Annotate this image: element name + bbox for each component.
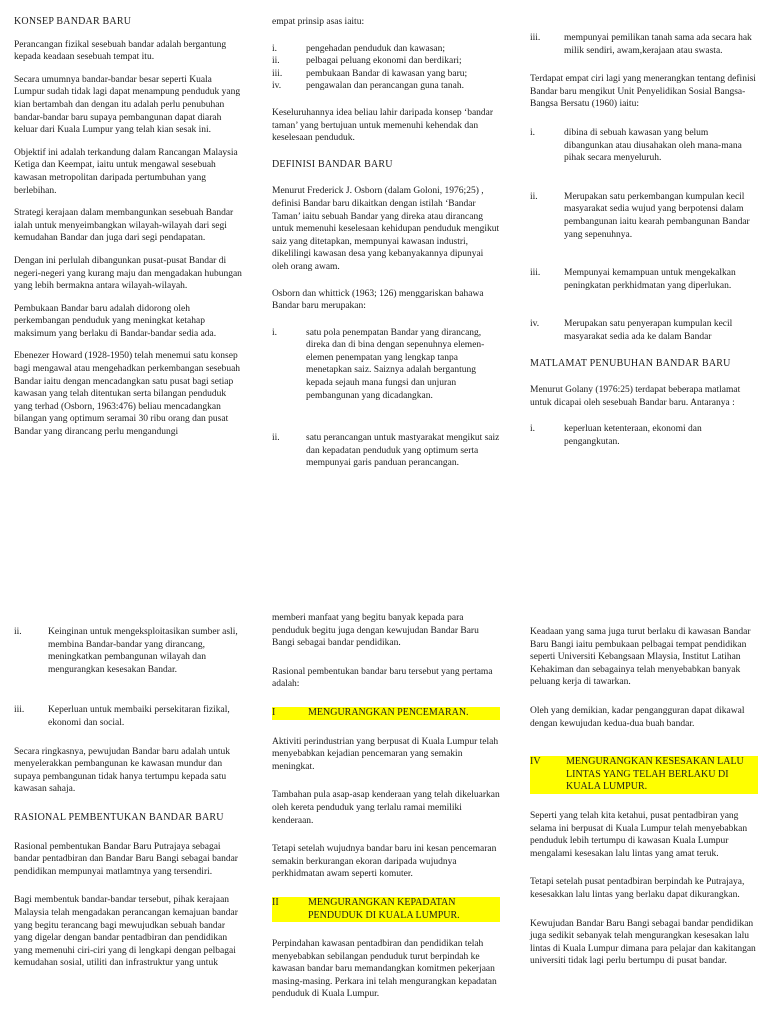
list-number: ii. [272, 433, 280, 444]
list-number: ii. [530, 191, 538, 202]
list-number: iii. [14, 705, 25, 716]
list-item [530, 32, 758, 57]
paragraph: empat prinsip asas iaitu: [272, 17, 365, 27]
column-top-left [14, 16, 242, 449]
list-number: IV [530, 756, 541, 768]
list-number: iv. [272, 81, 282, 92]
list-number: i. [530, 127, 536, 138]
list-text: pengehadan penduduk dan kawasan; [306, 43, 446, 54]
list-item [272, 55, 500, 68]
paragraph: Seperti yang telah kita ketahui, pusat pentadbiran yang selama ini berpusat di Kuala Lumpur telah menyebabkan penduduk lebih tertumpu di kawasan Kuala Lumpur mengalami kesesakan lalu lintas yang amat teruk. [530, 810, 748, 859]
paragraph: Perpindahan kawasan pentadbiran dan pendidikan telah menyebabkan sebilangan penduduk turut berpindah ke kawasan bandar baru memandangkan komitmen pekerjaan masing-masing. Perkara ini telah mengurangkan kepadatan penduduk di Kuala Lumpur. [272, 939, 497, 1000]
list-number: I [272, 706, 276, 718]
column-top-right [530, 32, 758, 458]
heading-konsep-bandar-baru: KONSEP BANDAR BARU [14, 16, 132, 27]
paragraph: memberi manfaat yang begitu banyak kepada para penduduk begitu juga dengan kewujudan Bandar Baru Bangi sebagai bandar pendidikan. [272, 613, 479, 649]
paragraph: Perancangan fizikal sesebuah bandar adalah bergantung kepada keadaan sesebuah tempat itu. [14, 39, 227, 63]
paragraph: Secara ringkasnya, pewujudan Bandar baru adalah untuk menyelerakkan pembangunan ke kawasan mundur dan supaya pembangunan tidak hanya tertumpu kepada satu kawasan sahaja. [14, 746, 231, 795]
paragraph: Ebenezer Howard (1928-1950) telah menemui satu konsep bagi mengawal atau mengehadkan perkembangan sesebuah Bandar iaitu dengan mencadangkan satu pusat bagi setiap kawasan yang telah ditentukan serta bilangan penduduk yang terhad (Osborn, 1963:476) beliau mencadangkan bilangan yang optimum seramai 30 ribu orang dan pusat Bandar yang dirancang perlu mengandungi [14, 351, 241, 438]
list-text: Keperluan untuk membaiki persekitaran fizikal, ekonomi dan social. [48, 705, 230, 728]
highlight-text: MENGURANGKAN KESESAKAN LALU LINTAS YANG TELAH BERLAKU DI KUALA LUMPUR. [566, 756, 744, 793]
list-item [530, 267, 758, 292]
list-text: mempunyai pemilikan tanah sama ada secara hak milik sendiri, awam,kerajaan atau swasta. [564, 33, 752, 56]
highlighted-heading-kesesakan [530, 756, 758, 794]
list-number: iv. [530, 319, 540, 330]
paragraph: Kewujudan Bandar Baru Bangi sebagai bandar pendidikan juga sedikit sebanyak telah mengurangkan kesesakan lalu lintas di Kuala Lumpur dimana para pelajar dan kakitangan universiti tidak lagi perlu bertumpu di pusat bandar. [530, 918, 756, 967]
paragraph: Oleh yang demikian, kadar pengangguran dapat dikawal dengan kewujudan kedua-dua buah bandar. [530, 705, 745, 729]
paragraph: Menurut Frederick J. Osborn (dalam Goloni, 1976;25) , definisi Bandar baru dikaitkan dengan istilah ‘Bandar Taman’ iaitu sebuah Bandar yang direka atau dirancang untuk memenuhi keselesaan kehidupan penduduk mengikut saiz yang ditetapkan, mempunyai kawasan industri, dikelilingi kawasan desa yang kebanyakannya dipunyai oleh orang awam. [272, 186, 500, 272]
list-number: II [272, 896, 279, 908]
list-number: iii. [530, 33, 541, 43]
highlight-text: MENGURANGKAN PENCEMARAN. [308, 706, 469, 718]
highlight-text: MENGURANGKAN KEPADATAN PENDUDUK DI KUALA LUMPUR. [308, 896, 460, 921]
heading-definisi-bandar-baru: DEFINISI BANDAR BARU [272, 158, 393, 170]
list-item [530, 318, 758, 343]
paragraph: Terdapat empat ciri lagi yang menerangkan tentang definisi Bandar baru mengikut Unit Penyelidikan Sosial Bangsa-Bangsa Bersatu (1960) iaitu: [530, 74, 756, 110]
list-item [14, 626, 242, 676]
list-item [530, 127, 758, 165]
paragraph: Tetapi setelah pusat pentadbiran berpindah ke Putrajaya, kesesakkan lalu lintas yang berlaku dapat dikurangkan. [530, 877, 745, 900]
paragraph: Pembukaan Bandar baru adalah didorong oleh perkembangan penduduk yang meningkat ketahap maksimum yang berlaku di Bandar-bandar sedia ada. [14, 303, 217, 339]
list-item [530, 191, 758, 241]
list-item [272, 68, 500, 81]
paragraph: Dengan ini perlulah dibangunkan pusat-pusat Bandar di negeri-negeri yang kurang maju dan mengadakan hubungan yang lebih bermakna antara wilayah-wilayah. [14, 255, 242, 292]
column-top-middle [272, 16, 500, 480]
list-item [272, 80, 500, 93]
principles-list [272, 43, 500, 93]
list-item [272, 327, 500, 403]
paragraph: Tambahan pula asap-asap kenderaan yang telah dikeluarkan oleh kereta penduduk yang terlalu ramai memiliki kenderaan. [272, 790, 500, 826]
column-bottom-middle [272, 612, 500, 1011]
column-bottom-left [14, 626, 242, 980]
list-number: iii. [272, 68, 283, 79]
list-text: Merupakan satu perkembangan kumpulan kecil masyarakat sedia wujud yang berpotensi dalam pembangunan iaitu kearah pembangunan Bandar yang sepenuhnya. [564, 191, 750, 240]
column-bottom-right [530, 626, 758, 978]
paragraph: Rasional pembentukan Bandar Baru Putrajaya sebagai bandar pentadbiran dan Bandar Baru Bangi sebagai bandar pendidikan mempunyai matlamtnya yang tersendiri. [14, 841, 238, 877]
list-number: i. [530, 424, 536, 435]
list-item [530, 423, 758, 448]
list-text: pelbagai peluang ekonomi dan berdikari; [306, 56, 462, 67]
list-number: ii. [14, 627, 22, 637]
list-number: i. [272, 327, 278, 338]
highlighted-heading-pencemaran [272, 707, 500, 720]
paragraph: Bagi membentuk bandar-bandar tersebut, pihak kerajaan Malaysia telah mengadakan perancangan kemajuan bandar yang begitu terancang bagi mewujudkan sebuah bandar yang digelar dengan bandar pentadbiran dan pendidikan yang memenuhi ciri-ciri yang di lengkapi dengan pelbagai kemudahan sosial, utiliti dan infrastruktur yang untuk [14, 895, 238, 969]
list-text: satu perancangan untuk mastyarakat mengikut saiz dan kepadatan penduduk yang optimum serta mempunyai garis panduan perancangan. [306, 433, 500, 469]
paragraph: Keadaan yang sama juga turut berlaku di kawasan Bandar Baru Bangi iaitu pembukaan pelbagai tempat pendidikan seperti Universiti Kebangsaan Mlaysia, Institut Latihan Kehakiman dan sebagainya telah menyebabkan banyak peluang kerja di tawarkan. [530, 627, 751, 688]
paragraph: Menurut Golany (1976:25) terdapat beberapa matlamat untuk dicapai oleh sesebuah Bandar baru. Antaranya : [530, 385, 741, 408]
list-number: ii. [272, 56, 280, 67]
heading-matlamat-penubuhan: MATLAMAT PENUBUHAN BANDAR BARU [530, 357, 731, 369]
list-number: iii. [530, 268, 541, 279]
list-item [272, 432, 500, 470]
list-text: dibina di sebuah kawasan yang belum dibangunkan atau diusahakan oleh mana-mana pihak secara menyeluruh. [564, 127, 742, 164]
list-text: Mempunyai kemampuan untuk mengekalkan peningkatan perkhidmatan yang diperlukan. [564, 268, 736, 291]
paragraph: Secara umumnya bandar-bandar besar seperti Kuala Lumpur sudah tidak lagi dapat menampung penduduk yang kian bertambah dan dengan itu adalah perlu penubuhan bandar-bandar baru supaya pembangunan dapat diarah keluar dari Kuala Lumpur yang telah kian sesak ini. [14, 74, 241, 136]
list-text: satu pola penempatan Bandar yang dirancang, direka dan di bina dengan sepenuhnya elemen-elemen penempatan yang lengkap tanpa menetapkan saiz. Saiznya adalah bergantung kepada sejauh mana fungsi dan unjuran pembangunan yang dicadangkan. [306, 327, 485, 401]
paragraph: Keseluruhannya idea beliau lahir daripada konsep ‘bandar taman’ yang bertujuan untuk memenuhi kehendak dan keselesaan penduduk. [272, 107, 494, 144]
paragraph: Osborn dan whittick (1963; 126) menggariskan bahawa Bandar baru merupakan: [272, 288, 484, 312]
paragraph: Tetapi setelah wujudnya bandar baru ini kesan pencemaran semakin berkurangan ekoran daripada wujudnya perkhidmatan awam seperti komuter. [272, 844, 497, 880]
paragraph: Strategi kerajaan dalam membangunkan sesebuah Bandar ialah untuk menyeimbangkan wilayah-wilayah dari segi kemudahan Bandar dan juga dari segi pendapatan. [14, 208, 234, 244]
list-text: Keinginan untuk mengeksploitasikan sumber asli, membina Bandar-bandar yang dirancang, meningkatkan pembangunan wilayah dan mengurangkan kesesakan Bandar. [48, 627, 238, 675]
list-item [14, 704, 242, 729]
list-number: i. [272, 43, 278, 54]
paragraph: Rasional pembentukan bandar baru tersebut yang pertama adalah: [272, 666, 493, 690]
list-text: pengawalan dan perancangan guna tanah. [306, 81, 464, 92]
list-text: Merupakan satu penyerapan kumpulan kecil masyarakat sedia ada ke dalam Bandar [564, 319, 733, 342]
list-text: pembukaan Bandar di kawasan yang baru; [306, 68, 468, 79]
highlighted-heading-kepadatan [272, 897, 500, 922]
paragraph: Aktiviti perindustrian yang berpusat di Kuala Lumpur telah menyebabkan kejadian pencemaran yang semakin meningkat. [272, 736, 499, 772]
list-text: keperluan ketenteraan, ekonomi dan pengangkutan. [564, 424, 702, 447]
list-item [272, 43, 500, 56]
heading-rasional-pembentukan: RASIONAL PEMBENTUKAN BANDAR BARU [14, 811, 224, 823]
paragraph: Objektif ini adalah terkandung dalam Rancangan Malaysia Ketiga dan Keempat, iaitu untuk mengawal sesebuah kawasan metropolitan daripada pertumbuhan yang berlebihan. [14, 147, 238, 196]
